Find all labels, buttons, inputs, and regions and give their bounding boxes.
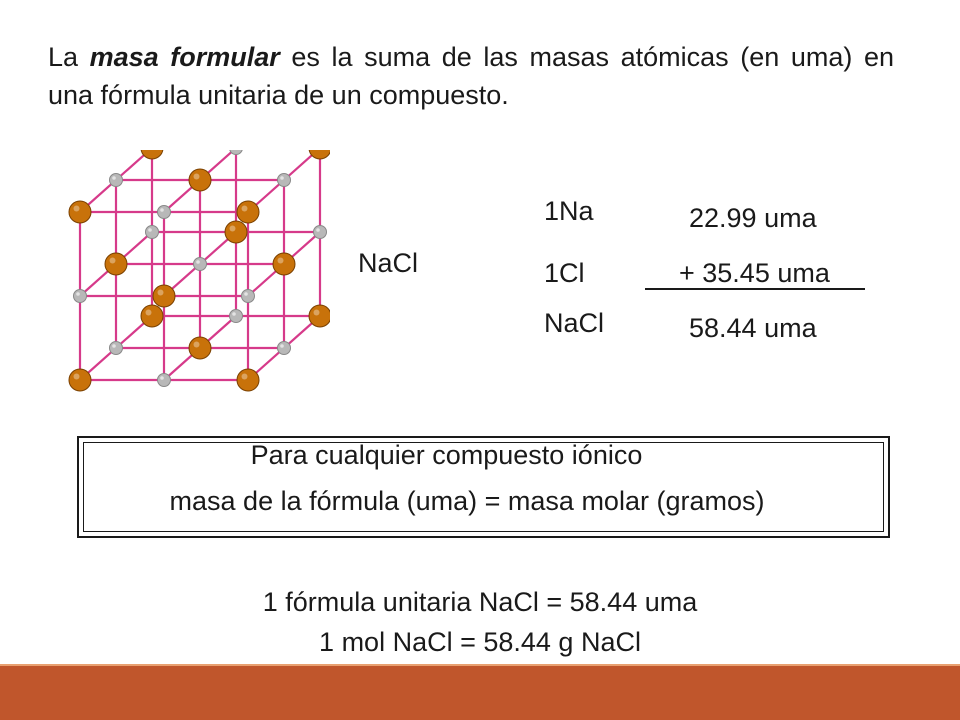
chlorine-atom bbox=[110, 342, 123, 355]
footer-accent-line bbox=[0, 664, 960, 666]
atom-highlight bbox=[146, 310, 152, 316]
chlorine-atom bbox=[74, 290, 87, 303]
atom-highlight bbox=[148, 228, 152, 232]
chlorine-atom bbox=[230, 150, 243, 155]
sodium-atom bbox=[189, 169, 211, 191]
atom-highlight bbox=[314, 310, 320, 316]
intro-rest: es la suma de las masas atómicas (en uma) en una fórmula unitaria de un compuesto. bbox=[48, 42, 894, 110]
atom-highlight bbox=[280, 176, 284, 180]
intro-term: masa formular bbox=[89, 42, 280, 72]
chlorine-atom bbox=[278, 174, 291, 187]
sodium-atom bbox=[153, 285, 175, 307]
chlorine-atom bbox=[110, 174, 123, 187]
equation-mole: 1 mol NaCl = 58.44 g NaCl bbox=[319, 627, 641, 657]
calc-value-cl: + 35.45 uma bbox=[679, 258, 830, 288]
atom-highlight bbox=[316, 228, 320, 232]
calc-value-na: 22.99 uma bbox=[689, 203, 817, 233]
atom-highlight bbox=[112, 344, 116, 348]
atom-highlight bbox=[112, 176, 116, 180]
atom-highlight bbox=[76, 292, 80, 296]
sodium-atom bbox=[105, 253, 127, 275]
ionic-rule-heading: Para cualquier compuesto iónico bbox=[250, 440, 643, 470]
intro-prefix: La bbox=[48, 42, 90, 72]
sodium-atom bbox=[69, 201, 91, 223]
calc-element-total: NaCl bbox=[544, 308, 605, 338]
atom-highlight bbox=[280, 344, 284, 348]
atom-highlight bbox=[196, 260, 200, 264]
chlorine-atom bbox=[158, 374, 171, 387]
ionic-rule-statement: masa de la fórmula (uma) = masa molar (gramos) bbox=[169, 486, 765, 516]
sodium-atom bbox=[141, 150, 163, 159]
sodium-atom bbox=[237, 201, 259, 223]
nacl-crystal-lattice bbox=[60, 150, 330, 410]
atom-highlight bbox=[74, 374, 80, 380]
atom-highlight bbox=[74, 206, 80, 212]
atom-highlight bbox=[244, 292, 248, 296]
compound-label: NaCl bbox=[358, 248, 419, 278]
chlorine-atom bbox=[230, 310, 243, 323]
atom-highlight bbox=[158, 290, 164, 296]
sum-rule bbox=[645, 288, 865, 290]
calc-value-total: 58.44 uma bbox=[689, 313, 817, 343]
chlorine-atom bbox=[278, 342, 291, 355]
atom-highlight bbox=[194, 342, 200, 348]
calc-element-cl: 1Cl bbox=[544, 258, 585, 288]
chlorine-atom bbox=[194, 258, 207, 271]
sodium-atom bbox=[237, 369, 259, 391]
chlorine-atom bbox=[158, 206, 171, 219]
sodium-atom bbox=[189, 337, 211, 359]
atom-highlight bbox=[160, 208, 164, 212]
chlorine-atom bbox=[242, 290, 255, 303]
atom-highlight bbox=[232, 312, 236, 316]
atom-highlight bbox=[194, 174, 200, 180]
atom-highlight bbox=[110, 258, 116, 264]
definition-paragraph bbox=[48, 38, 894, 114]
atom-highlight bbox=[278, 258, 284, 264]
equation-formula-unit: 1 fórmula unitaria NaCl = 58.44 uma bbox=[262, 587, 698, 617]
ionic-rule-box bbox=[77, 436, 890, 538]
sodium-atom bbox=[69, 369, 91, 391]
atom-highlight bbox=[160, 376, 164, 380]
atom-highlight bbox=[230, 226, 236, 232]
atom-highlight bbox=[242, 374, 248, 380]
sodium-atom bbox=[273, 253, 295, 275]
atom-highlight bbox=[242, 206, 248, 212]
calc-element-na: 1Na bbox=[544, 196, 594, 226]
sodium-atom bbox=[309, 150, 330, 159]
chlorine-atom bbox=[314, 226, 327, 239]
sodium-atom bbox=[225, 221, 247, 243]
sodium-atom bbox=[141, 305, 163, 327]
chlorine-atom bbox=[146, 226, 159, 239]
sodium-atom bbox=[309, 305, 330, 327]
footer-accent-bar bbox=[0, 664, 960, 720]
